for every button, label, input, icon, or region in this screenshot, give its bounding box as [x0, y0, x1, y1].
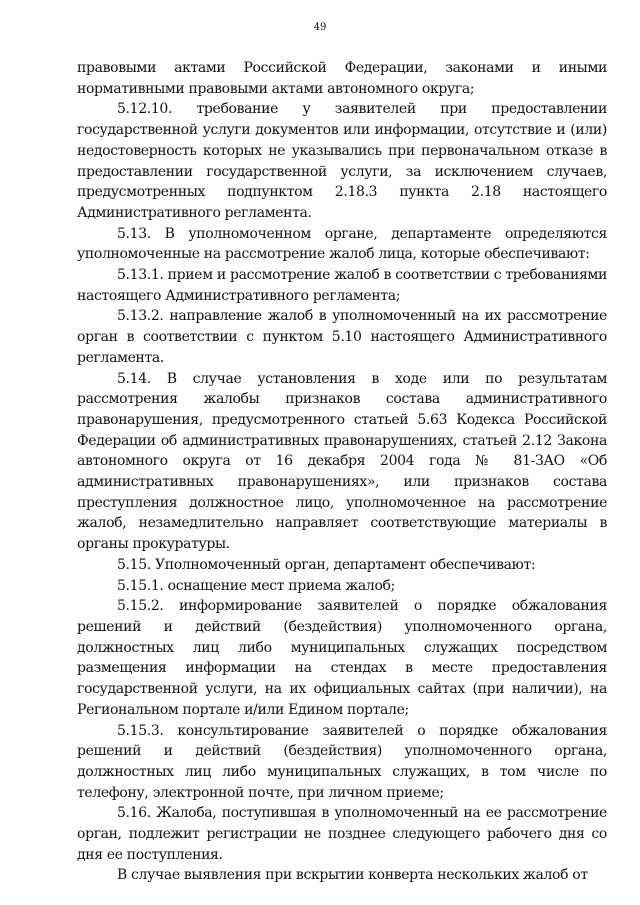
- paragraph-5-14: 5.14. В случае установления в ходе или по результатам рассмотрения жалобы признаков состава административного правонарушения, предусмотренного статьей 5.63 Кодекса Российской Федерации об административных правонарушениях, статьей 2.12 Закона автономного округа от 16 декабря 2004 года № 81-ЗАО «Об административных правонарушениях», или признаков состава преступления должностное лицо, уполномоченное на рассмотрение жалоб, незамедлительно направляет соответствующие материалы в органы прокуратуры.: [77, 370, 607, 553]
- paragraph-5-13-1: 5.13.1. прием и рассмотрение жалоб в соответствии с требованиями настоящего Административного регламента;: [77, 267, 607, 304]
- paragraph-5-16: 5.16. Жалоба, поступившая в уполномоченный на ее рассмотрение орган, подлежит регистрации не позднее следующего рабочего дня со дня ее поступления.: [77, 805, 607, 863]
- paragraph-5-13: 5.13. В уполномоченном органе, департаменте определяются уполномоченные на рассмотрение жалоб лица, которые обеспечивают:: [77, 225, 607, 263]
- paragraph-envelope-case: В случае выявления при вскрытии конверта нескольких жалоб от: [117, 867, 588, 884]
- paragraph-5-13-2: 5.13.2. направление жалоб в уполномоченный на их рассмотрение орган в соответствии с пунктом 5.10 настоящего Административного регламента.: [77, 308, 607, 366]
- paragraph-5-15-1: 5.15.1. оснащение мест приема жалоб;: [117, 577, 395, 594]
- paragraph-5-15-2: 5.15.2. информирование заявителей о порядке обжалования решений и действий (бездействия) уполномоченного органа, должностных лиц либо муниципальных служащих посредством размещения информации на стендах в месте предоставления государственной услуги, на их официальных сайтах (при наличии), на Региональном портале и/или Едином портале;: [77, 598, 607, 718]
- paragraph-continuation: правовыми актами Российской Федерации, законами и иными нормативными правовыми актами автономного округа;: [77, 60, 607, 97]
- document-body: [77, 58, 607, 886]
- paragraph-5-12-10: 5.12.10. требование у заявителей при предоставлении государственной услуги документов или информации, отсутствие и (или) недостоверность которых не указывались при первоначальном отказе в предоставлении государственной услуги, за исключением случаев, предусмотренных подпунктом 2.18.3 пункта 2.18 настоящего Административного регламента.: [77, 101, 607, 221]
- page-number: 49: [313, 22, 327, 33]
- paragraph-5-15: 5.15. Уполномоченный орган, департамент обеспечивают:: [117, 556, 536, 573]
- paragraph-5-15-3: 5.15.3. консультирование заявителей о порядке обжалования решений и действий (бездействия) уполномоченного органа, должностных лиц либо муниципальных служащих, в том числе по телефону, электронной почте, при личном приеме;: [77, 722, 607, 801]
